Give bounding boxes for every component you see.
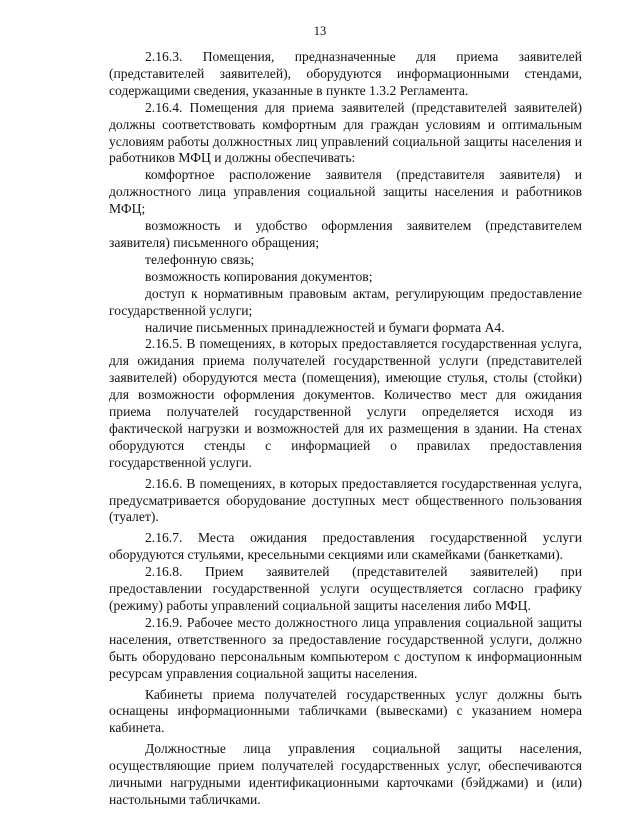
list-item-stationery: наличие письменных принадлежностей и бумаги формата А4. — [145, 319, 505, 335]
list-item-copying: возможность копирования документов; — [145, 268, 373, 284]
document-body — [109, 49, 582, 809]
list-item-comfortable-location: комфортное расположение заявителя (представителя заявителя) и должностного лица управления социальной защиты населения и работников МФЦ; — [109, 167, 582, 217]
paragraph-2-16-6: 2.16.6. В помещениях, в которых предоставляется государственная услуга, предусматривается оборудование доступных мест общественного пользования (туалет). — [109, 475, 582, 525]
paragraph-2-16-3: 2.16.3. Помещения, предназначенные для приема заявителей (представителей заявителей), оборудуются информационными стендами, содержащими сведения, указанные в пункте 1.3.2 Регламента. — [109, 49, 582, 98]
list-item-written-appeal: возможность и удобство оформления заявителем (представителем заявителя) письменного обращения; — [109, 218, 582, 250]
paragraph-2-16-7: 2.16.7. Места ожидания предоставления государственной услуги оборудуются стульями, кресельными секциями или скамейками (банкетками). — [109, 530, 582, 563]
paragraph-2-16-5: 2.16.5. В помещениях, в которых предоставляется государственная услуга, для ожидания приема получателей государственной услуги (представителей заявителей) оборудуются места (помещения), имеющие стулья, столы (стойки) для возможности оформления документов. Количество мест для ожидания приема получателей государственной услуги определяется исходя из фактической нагрузки и возможностей для их размещения в здании. На стенах оборудуются стенды с информацией о правилах предоставления государственной услуги. — [109, 336, 582, 470]
paragraph-officials: Должностные лица управления социальной защиты населения, осуществляющие прием получателей государственных услуг, обеспечиваются личными нагрудными идентификационными карточками (бэйджами) и (или) настольными табличками. — [109, 741, 582, 807]
paragraph-2-16-9: 2.16.9. Рабочее место должностного лица управления социальной защиты населения, ответственного за предоставление государственной услуги, должно быть оборудовано персональным компьютером с доступом к информационным ресурсам управления социальной защиты населения. — [109, 614, 582, 681]
paragraph-2-16-4: 2.16.4. Помещения для приема заявителей (представителей заявителей) должны соответствовать комфортным для граждан условиям и оптимальным условиям работы должностных лиц управлений социальной защиты населения и работников МФЦ и должны обеспечивать: — [109, 99, 582, 166]
list-item-telephone: телефонную связь; — [145, 251, 255, 267]
paragraph-2-16-8: 2.16.8. Прием заявителей (представителей заявителей) при предоставлении государственной услуги осуществляется согласно графику (режиму) работы управлений социальной защиты населения либо МФЦ. — [109, 564, 582, 613]
list-item-legal-acts: доступ к нормативным правовым актам, регулирующим предоставление государственной услуги; — [109, 285, 582, 318]
page-number: 13 — [313, 24, 327, 38]
paragraph-cabinets: Кабинеты приема получателей государственных услуг должны быть оснащены информационными табличками (вывесками) с указанием номера кабинета. — [109, 686, 582, 736]
